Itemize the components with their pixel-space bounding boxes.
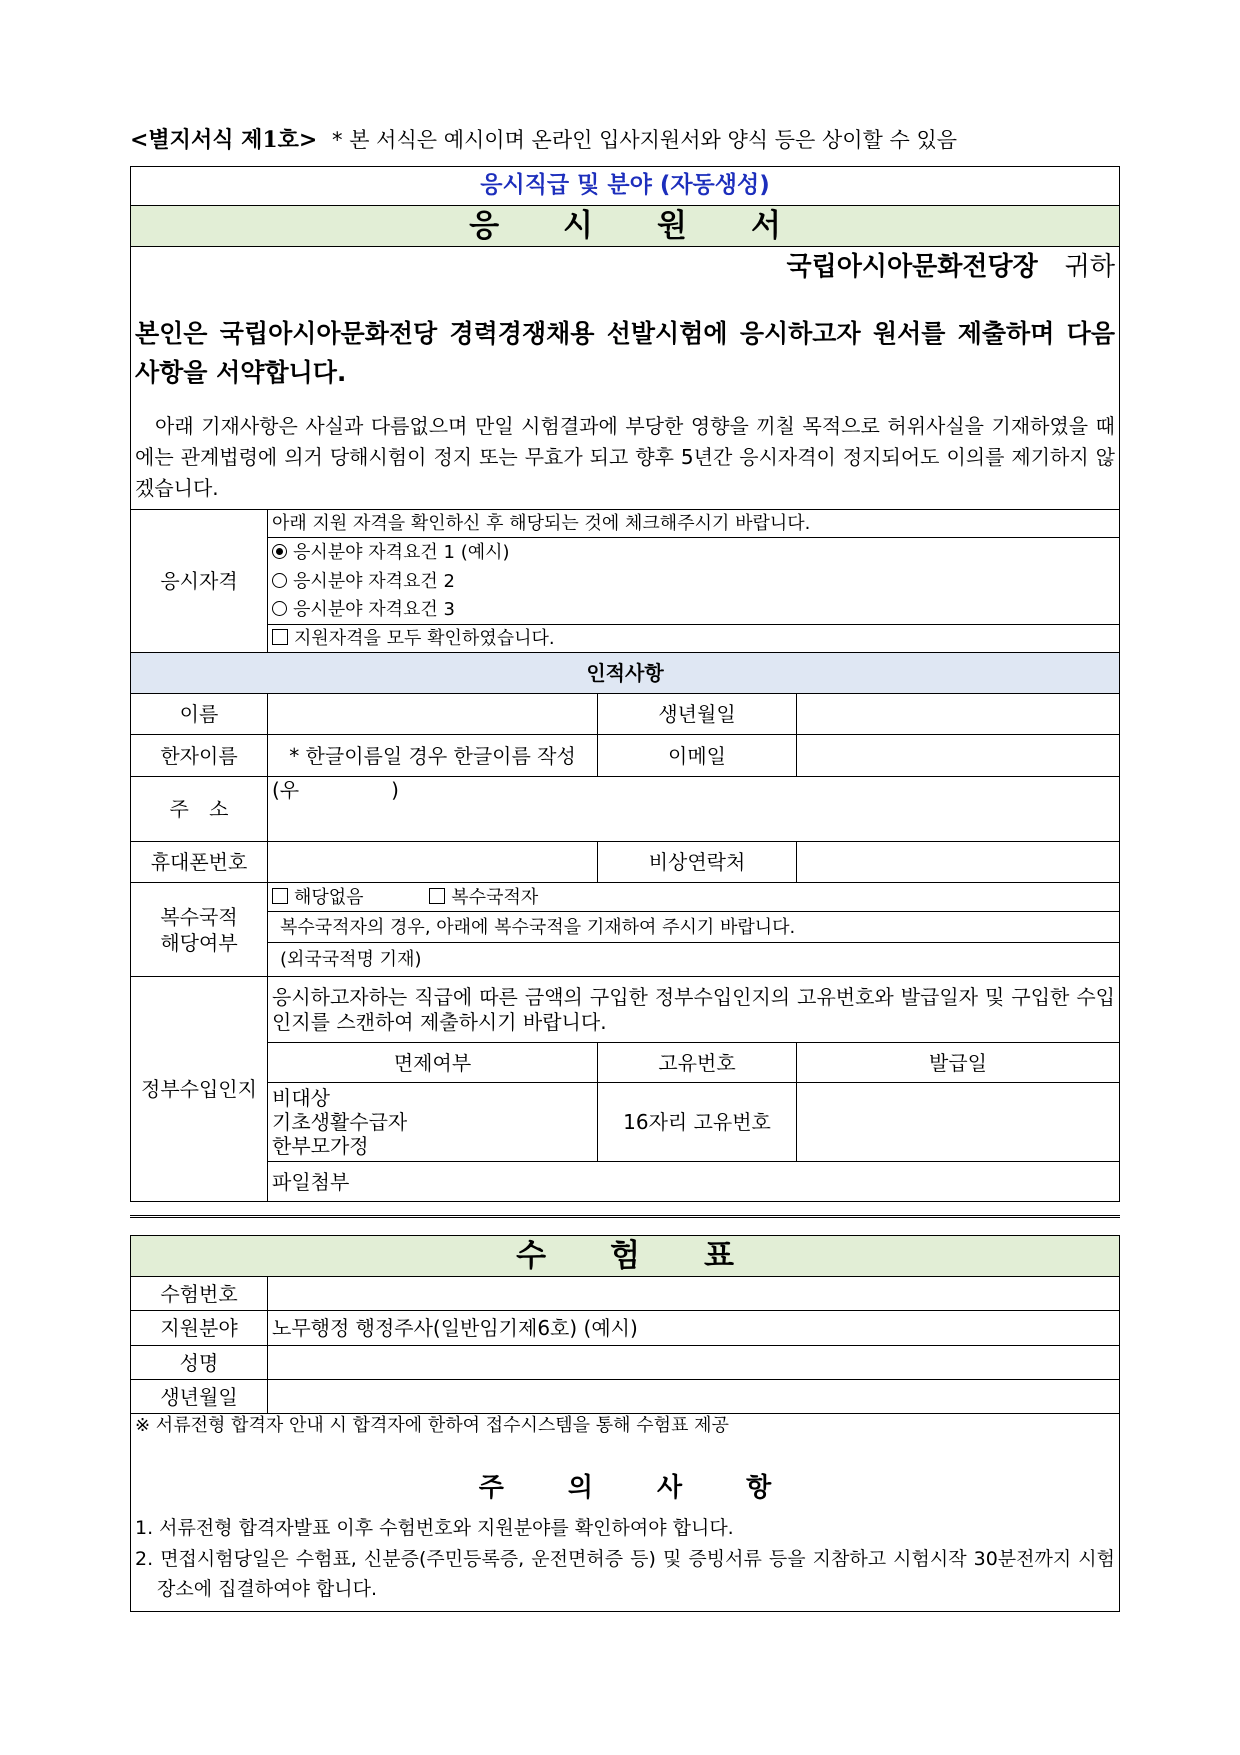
dual-options	[268, 883, 1120, 912]
emergency-field[interactable]	[797, 842, 1120, 883]
stamp-col-exempt: 면제여부	[268, 1043, 598, 1083]
notice-item: 1. 서류전형 합격자발표 이후 수험번호와 지원분야를 확인하여야 합니다.	[135, 1517, 734, 1540]
address-field[interactable]	[268, 777, 1120, 842]
exempt-option: 비대상	[272, 1086, 330, 1111]
ticket-field-label: 지원분야	[131, 1311, 268, 1346]
qualification-option-label: 응시분야 자격요건 2	[293, 570, 455, 592]
title-char: 사	[657, 1472, 683, 1503]
radio-icon[interactable]	[272, 573, 287, 588]
stamp-exempt-options[interactable]	[268, 1083, 598, 1162]
personal-section-title: 인적사항	[131, 653, 1120, 694]
email-field[interactable]	[797, 735, 1120, 777]
qualification-option-2[interactable]	[268, 567, 1120, 596]
addressee: 국립아시아문화전당장	[786, 252, 1038, 283]
title-char: 서	[750, 208, 781, 244]
application-title	[131, 206, 1120, 247]
emergency-label: 비상연락처	[598, 842, 797, 883]
title-char: 응	[469, 208, 500, 244]
title-char: 항	[746, 1472, 772, 1503]
ticket-footnote: ※ 서류전형 합격자 안내 시 합격자에 한하여 접수시스템을 통해 수험표 제공	[135, 1415, 729, 1437]
dual-none-option[interactable]	[272, 887, 364, 908]
birth-field[interactable]	[797, 694, 1120, 735]
application-form	[130, 166, 1120, 1202]
pledge-text: 아래 기재사항은 사실과 다름없으며 만일 시험결과에 부당한 영향을 끼칠 목적으로 허위사실을 기재하였을 때에는 관계법령에 의거 당해시험이 정지 또는 무효가 되고 향후 5년간 응시자격이 정지되어도 이의를 제기하지 않겠습니다.	[135, 413, 1115, 500]
notice-item: 2. 면접시험당일은 수험표, 신분증(주민등록증, 운전면허증 등) 및 증빙서류 등을 지참하고 시험시작 30분전까지 시험장소에 집결하여야 합니다.	[135, 1547, 1115, 1601]
foreign-nationality-field[interactable]: (외국국적명 기재)	[268, 943, 1120, 977]
pledge-statement: 본인은 국립아시아문화전당 경력경쟁채용 선발시험에 응시하고자 원서를 제출하며 다음 사항을 서약합니다.	[135, 319, 1115, 387]
dual-yes-label: 복수국적자	[451, 886, 539, 908]
ticket-number-label: 수험번호	[131, 1277, 268, 1311]
exempt-option: 한부모가정	[272, 1134, 369, 1159]
title-char: 원	[657, 208, 687, 244]
exam-ticket	[130, 1235, 1120, 1612]
checkbox-icon[interactable]	[429, 888, 445, 904]
ticket-birth-field[interactable]	[268, 1380, 1120, 1414]
ticket-name-label: 성명	[131, 1346, 268, 1380]
checkbox-icon[interactable]	[272, 629, 288, 645]
qualification-option-1[interactable]	[268, 538, 1120, 567]
name-label: 이름	[131, 694, 268, 735]
postal-suffix: )	[391, 778, 399, 803]
position-caption: 응시직급 및 분야 (자동생성)	[131, 167, 1120, 206]
pledge-section	[131, 247, 1120, 510]
hanja-field[interactable]: * 한글이름일 경우 한글이름 작성	[268, 735, 598, 777]
dual-note: 복수국적자의 경우, 아래에 복수국적을 기재하여 주시기 바랍니다.	[268, 912, 1120, 943]
address-label: 주 소	[131, 777, 268, 842]
stamp-number-field[interactable]: 16자리 고유번호	[598, 1083, 797, 1162]
dual-nationality-label	[131, 883, 268, 977]
radio-icon[interactable]	[272, 601, 287, 616]
title-char: 수	[516, 1238, 547, 1274]
qualification-option-label: 응시분야 자격요건 3	[293, 599, 455, 621]
title-char: 표	[703, 1238, 734, 1274]
email-label: 이메일	[598, 735, 797, 777]
title-char: 험	[610, 1238, 640, 1274]
title-char: 주	[478, 1472, 504, 1503]
qualification-label: 응시자격	[131, 510, 268, 653]
qualification-option-label: 응시분야 자격요건 1 (예시)	[293, 541, 510, 563]
birth-label: 생년월일	[598, 694, 797, 735]
stamp-label: 정부수입인지	[131, 977, 268, 1202]
dual-label-line: 복수국적	[160, 904, 238, 929]
hanja-label: 한자이름	[131, 735, 268, 777]
addressee-line	[135, 249, 1115, 285]
dual-yes-option[interactable]	[429, 887, 538, 908]
cut-line-divider	[130, 1215, 1120, 1218]
ticket-number-field[interactable]	[268, 1277, 1120, 1311]
ticket-name-field[interactable]	[268, 1346, 1120, 1380]
qualification-option-3[interactable]	[268, 596, 1120, 625]
form-note: * 본 서식은 예시이며 온라인 입사지원서와 양식 등은 상이할 수 있음	[332, 128, 958, 152]
ticket-birth-label: 생년월일	[131, 1380, 268, 1414]
stamp-date-field[interactable]	[797, 1083, 1120, 1162]
dual-label-line: 해당여부	[160, 930, 238, 955]
dual-none-label: 해당없음	[294, 886, 364, 908]
qualification-instruction: 아래 지원 자격을 확인하신 후 해당되는 것에 체크해주시기 바랍니다.	[268, 510, 1120, 538]
stamp-col-date: 발급일	[797, 1043, 1120, 1083]
title-char: 의	[567, 1472, 593, 1503]
radio-selected-icon[interactable]	[272, 544, 287, 559]
form-number: <별지서식 제1호>	[130, 127, 318, 153]
mobile-field[interactable]	[268, 842, 598, 883]
ticket-title	[131, 1236, 1120, 1277]
stamp-col-number: 고유번호	[598, 1043, 797, 1083]
file-attach[interactable]: 파일첨부	[268, 1162, 1120, 1202]
title-char: 시	[563, 208, 593, 244]
qualification-confirm[interactable]	[268, 625, 1120, 653]
name-field[interactable]	[268, 694, 598, 735]
checkbox-icon[interactable]	[272, 888, 288, 904]
notice-title	[135, 1472, 1115, 1506]
exempt-option: 기초생활수급자	[272, 1110, 408, 1135]
mobile-label: 휴대폰번호	[131, 842, 268, 883]
stamp-instruction: 응시하고자하는 직급에 따른 금액의 구입한 정부수입인지의 고유번호와 발급일자 및 구입한 수입인지를 스캔하여 제출하시기 바랍니다.	[268, 977, 1120, 1043]
qualification-confirm-label: 지원자격을 모두 확인하였습니다.	[294, 628, 555, 650]
ticket-notice	[131, 1414, 1120, 1612]
postal-prefix: (우	[272, 778, 300, 803]
form-header	[130, 123, 957, 154]
ticket-field-value[interactable]: 노무행정 행정주사(일반임기제6호) (예시)	[268, 1311, 1120, 1346]
honorific: 귀하	[1064, 252, 1115, 283]
